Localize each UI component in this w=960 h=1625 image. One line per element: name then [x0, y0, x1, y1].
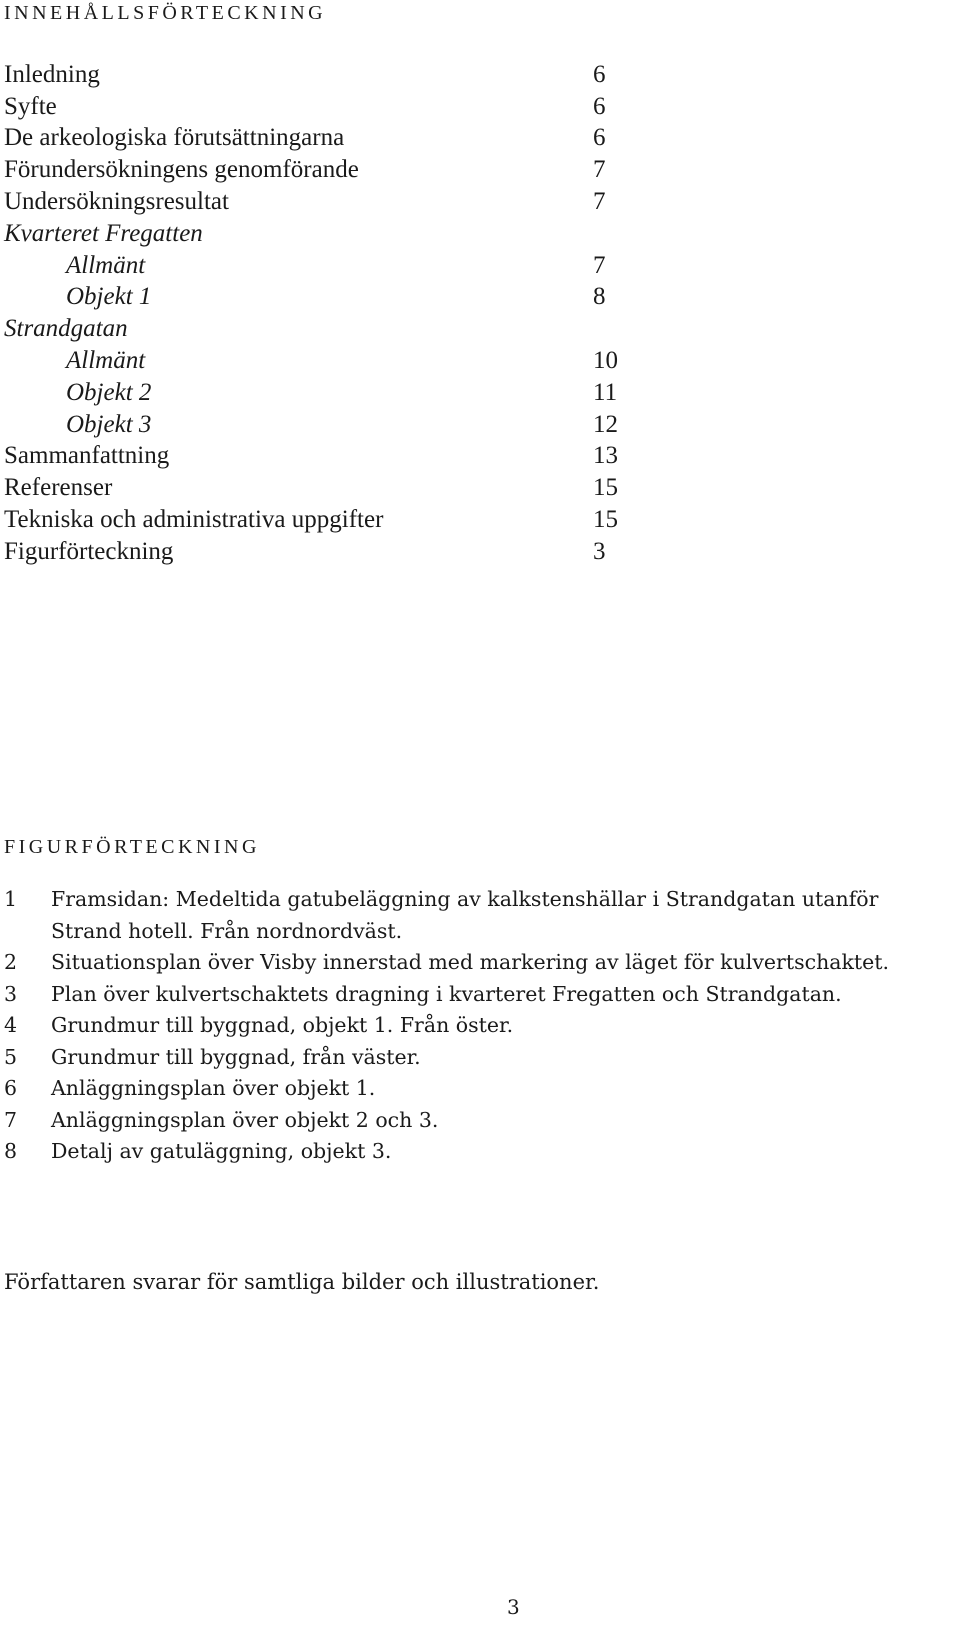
toc-subentry [4, 409, 624, 441]
figure-number: 2 [4, 950, 18, 974]
toc-entry [4, 441, 624, 473]
toc-heading: INNEHÅLLSFÖRTECKNING [4, 2, 327, 24]
figure-number: 3 [4, 981, 18, 1006]
toc-entry-label: Objekt 3 [66, 410, 152, 438]
toc-entry-label: Objekt 1 [66, 283, 152, 311]
toc-entry [4, 91, 624, 123]
toc-subentry [4, 345, 624, 377]
toc-entry-label: Allmänt [66, 251, 146, 279]
toc-entry-label: De arkeologiska förutsättningarna [4, 124, 345, 152]
figure-number: 7 [4, 1107, 18, 1132]
toc-entry-label: Figurförteckning [4, 537, 174, 565]
figure-caption: Detalj av gatuläggning, objekt 3. [51, 1139, 392, 1163]
toc-subentry [4, 250, 624, 282]
page-number: 3 [507, 1595, 520, 1619]
toc-entry-label: Allmänt [66, 347, 146, 375]
toc-entry [4, 123, 624, 155]
figure-caption: Grundmur till byggnad, objekt 1. Från öster. [51, 1013, 514, 1037]
figure-item [4, 979, 954, 1011]
toc-entry-page: 7 [593, 156, 606, 184]
toc-entry-page: 6 [593, 124, 606, 152]
figure-caption: Framsidan: Medeltida gatubeläggning av kalkstenshällar i Strandgatan utanför Strand hotell. Från nordnordväst. [51, 887, 879, 943]
toc-entry-page: 15 [593, 506, 618, 534]
toc-entry-page: 13 [593, 442, 618, 470]
toc-entry-label: Sammanfattning [4, 442, 170, 470]
figure-item [4, 1073, 954, 1105]
toc-entry-label: Strandgatan [4, 315, 128, 343]
toc-group-heading [4, 218, 624, 250]
toc-entry-page: 7 [593, 188, 606, 216]
toc-entry [4, 536, 624, 568]
toc-group-heading [4, 313, 624, 345]
toc-entry-page: 6 [593, 60, 606, 88]
figure-caption: Plan över kulvertschaktets dragning i kvarteret Fregatten och Strandgatan. [51, 981, 842, 1006]
toc-entry-page: 7 [593, 251, 606, 279]
toc-entry [4, 59, 624, 91]
toc-entry [4, 472, 624, 504]
toc-subentry [4, 282, 624, 314]
figure-number: 5 [4, 1044, 18, 1069]
figure-number: 1 [4, 887, 18, 911]
toc-entry [4, 504, 624, 536]
toc-list [4, 59, 624, 568]
figure-caption: Situationsplan över Visby innerstad med markering av läget för kulvertschaktet. [51, 950, 890, 974]
figure-number: 6 [4, 1076, 18, 1100]
toc-entry-label: Syfte [4, 92, 57, 120]
figure-item [4, 1042, 954, 1074]
toc-subentry [4, 377, 624, 409]
toc-entry-label: Inledning [4, 60, 100, 88]
toc-entry-page: 11 [593, 378, 618, 406]
toc-entry [4, 154, 624, 186]
toc-entry-label: Förundersökningens genomförande [4, 156, 359, 184]
figure-item [4, 1010, 954, 1042]
toc-entry-label: Kvarteret Fregatten [4, 219, 203, 247]
toc-entry-label: Objekt 2 [66, 378, 152, 406]
figure-list-heading: FIGURFÖRTECKNING [4, 836, 260, 858]
toc-entry-label: Tekniska och administrativa uppgifter [4, 506, 384, 534]
figure-item [4, 947, 954, 979]
figure-item [4, 1105, 954, 1137]
toc-entry-page: 3 [593, 537, 606, 565]
toc-entry-page: 6 [593, 92, 606, 120]
figure-number: 4 [4, 1013, 18, 1037]
figure-caption: Anläggningsplan över objekt 2 och 3. [51, 1107, 439, 1132]
toc-entry-label: Referenser [4, 474, 113, 502]
figure-caption: Anläggningsplan över objekt 1. [51, 1076, 376, 1100]
toc-entry-page: 10 [593, 347, 618, 375]
toc-entry-page: 15 [593, 474, 618, 502]
toc-entry-page: 8 [593, 283, 606, 311]
toc-entry-label: Undersökningsresultat [4, 188, 229, 216]
figure-caption: Grundmur till byggnad, från väster. [51, 1044, 421, 1069]
figure-item [4, 1136, 954, 1168]
figure-list [4, 884, 954, 1168]
figure-item [4, 884, 954, 947]
author-credit-note: Författaren svarar för samtliga bilder och illustrationer. [4, 1270, 600, 1294]
toc-entry [4, 186, 624, 218]
toc-entry-page: 12 [593, 410, 618, 438]
figure-number: 8 [4, 1139, 18, 1163]
